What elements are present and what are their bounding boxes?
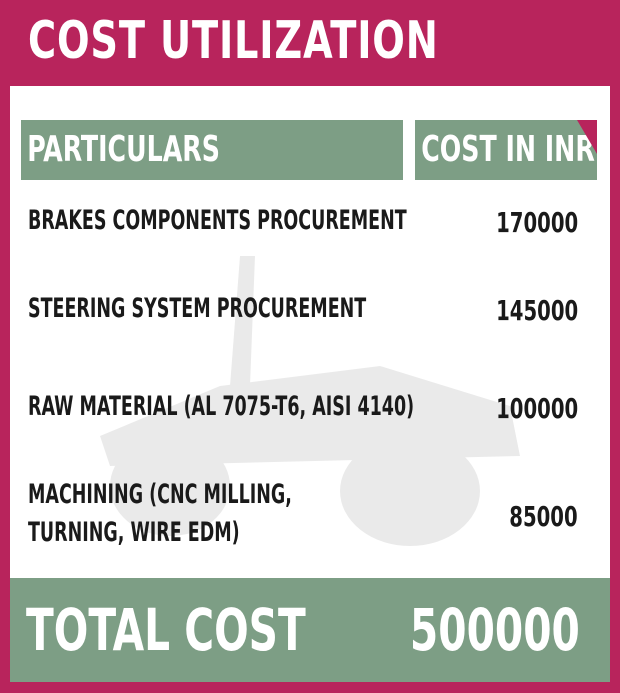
row-label-line2: TURNING, WIRE EDM) xyxy=(28,517,240,548)
cost-header-label: COST IN INR xyxy=(421,129,595,170)
total-label: TOTAL COST xyxy=(26,596,306,664)
row-label: BRAKES COMPONENTS PROCUREMENT xyxy=(28,205,407,236)
row-label: STEERING SYSTEM PROCUREMENT xyxy=(28,293,367,324)
row-cost: 170000 xyxy=(495,206,578,239)
row-cost: 100000 xyxy=(495,392,578,425)
total-value: 500000 xyxy=(410,596,580,664)
cost-header xyxy=(415,120,597,180)
cost-table-panel xyxy=(10,86,610,578)
particulars-header-label: PARTICULARS xyxy=(27,129,220,170)
particulars-header xyxy=(21,120,403,180)
row-cost: 145000 xyxy=(495,294,578,327)
row-label: RAW MATERIAL (AL 7075-T6, AISI 4140) xyxy=(28,391,415,422)
header-corner-accent xyxy=(577,120,597,154)
row-label-line1: MACHINING (CNC MILLING, xyxy=(28,479,292,510)
page-title: COST UTILIZATION xyxy=(28,11,439,71)
row-cost: 85000 xyxy=(509,500,578,533)
total-bar xyxy=(10,578,610,682)
